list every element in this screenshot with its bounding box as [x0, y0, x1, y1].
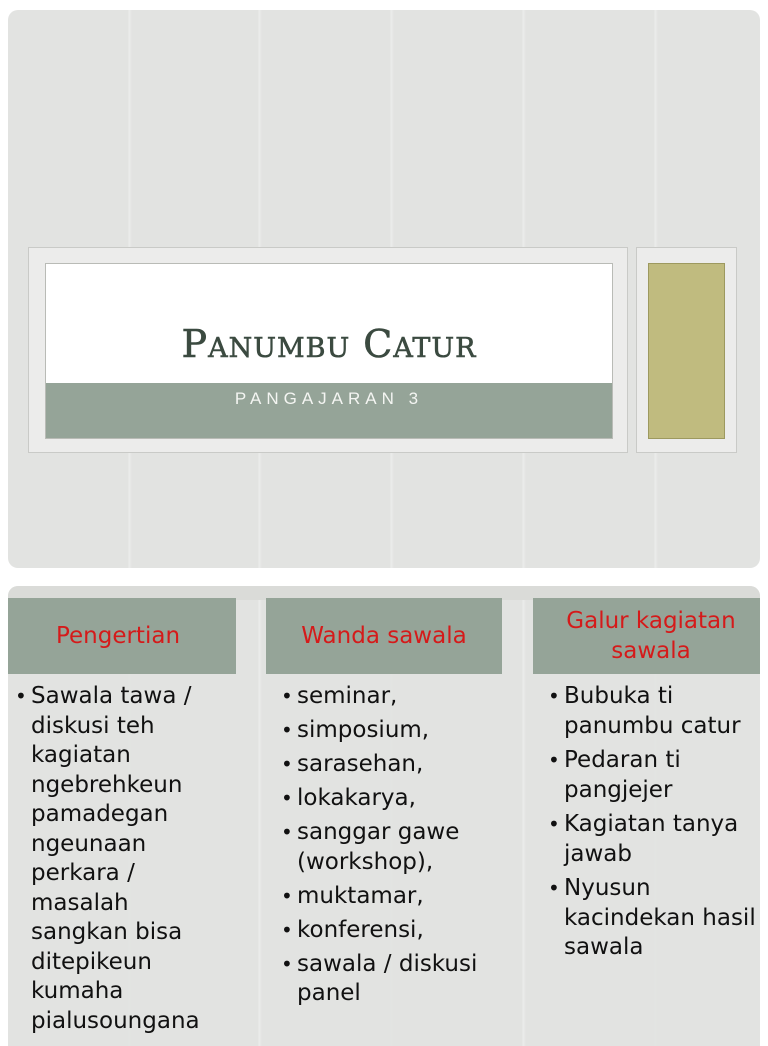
column-pengertian: [8, 598, 236, 1046]
list-item-text: konferensi,: [297, 916, 424, 943]
bullet-icon: •: [281, 951, 293, 976]
bullet-icon: •: [281, 820, 293, 844]
bullet-icon: •: [281, 684, 293, 708]
bullet-icon: •: [548, 684, 560, 708]
column-list: [266, 682, 502, 1013]
bullet-icon: •: [548, 812, 560, 836]
column-galur-kagiatan: [533, 598, 760, 1046]
bullet-icon: •: [281, 786, 293, 810]
bullet-icon: •: [281, 917, 293, 942]
column-header: Wanda sawala: [266, 598, 502, 674]
list-item: [533, 746, 760, 805]
column-header: Galur kagiatan sawala: [533, 598, 760, 674]
bullet-icon: •: [548, 876, 560, 900]
list-item: [533, 874, 760, 963]
bullet-icon: •: [281, 752, 293, 776]
bullet-icon: •: [548, 748, 560, 772]
slide-subtitle: PANGAJARAN 3: [234, 389, 424, 408]
title-frame: [28, 247, 628, 453]
list-item-text: sarasehan,: [297, 751, 424, 777]
list-item-text: Sawala tawa / diskusi teh kagiatan ngebrehkeun pamadegan ngeunaan perkara / masalah sangkan bisa ditepikeun kumaha pialusoungana: [31, 683, 200, 1034]
list-item-text: seminar,: [297, 683, 398, 709]
list-item: [266, 716, 494, 746]
bullet-icon: •: [281, 883, 293, 908]
list-item-text: sawala / diskusi panel: [297, 950, 478, 1006]
column-list: [533, 682, 760, 968]
column-wanda-sawala: [266, 598, 502, 1046]
slide-title: Panumbu Catur: [181, 322, 477, 366]
list-item-text: Pedaran ti pangjejer: [564, 747, 681, 803]
list-item: [266, 882, 494, 912]
list-item: [266, 784, 494, 814]
bullet-icon: •: [281, 718, 293, 742]
list-item: [266, 682, 494, 712]
list-item: [266, 950, 494, 1009]
list-item-text: sanggar gawe (workshop),: [297, 819, 460, 875]
list-item: [533, 810, 760, 869]
accent-frame: [636, 247, 737, 453]
column-list: [8, 682, 236, 1040]
list-item: [266, 916, 494, 946]
title-slide: [8, 10, 760, 568]
column-header: Pengertian: [8, 598, 236, 674]
list-item-text: Kagiatan tanya jawab: [564, 811, 739, 867]
list-item: [8, 682, 228, 1036]
list-item: [266, 818, 494, 877]
list-item-text: muktamar,: [297, 882, 424, 909]
title-card: [45, 263, 613, 439]
list-item-text: Nyusun kacindekan hasil sawala: [564, 875, 756, 960]
list-item-text: Bubuka ti panumbu catur: [564, 683, 741, 739]
content-slide: [8, 586, 760, 1046]
accent-block: [648, 263, 725, 439]
bullet-icon: •: [15, 684, 27, 708]
list-item: [533, 682, 760, 741]
list-item: [266, 750, 494, 780]
list-item-text: lokakarya,: [297, 785, 416, 811]
subtitle-band: [46, 383, 612, 438]
list-item-text: simposium,: [297, 717, 430, 743]
